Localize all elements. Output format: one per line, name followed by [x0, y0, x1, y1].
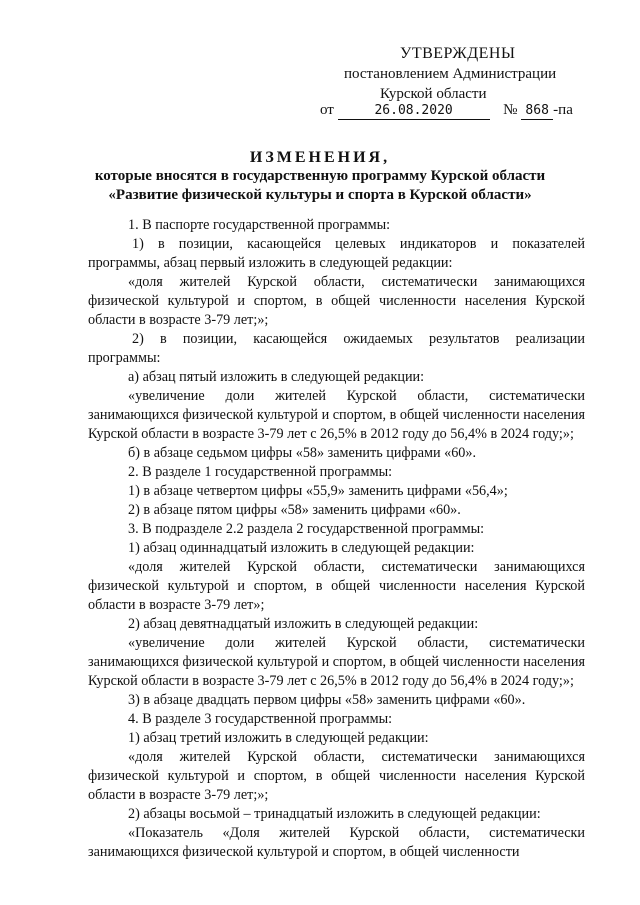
approval-number: 868 — [521, 103, 553, 120]
document-heading — [0, 148, 640, 205]
approval-date: 26.08.2020 — [338, 103, 490, 120]
paragraph: 1) абзац третий изложить в следующей редакции: — [128, 730, 429, 746]
paragraph: «доля жителей Курской области, систематически занимающихся физической культурой и спортом, в общей численности населения Курской области в возрасте 3-79 лет;»; — [88, 749, 585, 803]
paragraph: «увеличение доли жителей Курской области, систематически занимающихся физической культурой и спортом, в общей численности населения Курской области в возрасте 3-79 лет с 26,5% в 2012 году до 56,4% в 2024 году;»; — [88, 635, 585, 689]
paragraph: 1) абзац одиннадцатый изложить в следующей редакции: — [128, 540, 475, 556]
paragraph: «доля жителей Курской области, систематически занимающихся физической культурой и спортом, в общей численности населения Курской области в возрасте 3-79 лет;»; — [88, 274, 585, 328]
paragraph: 2) в позиции, касающейся ожидаемых результатов реализации программы: — [88, 331, 585, 366]
document-body — [88, 216, 585, 862]
paragraph: 2) абзацы восьмой – тринадцатый изложить в следующей редакции: — [128, 806, 541, 822]
paragraph: б) в абзаце седьмом цифры «58» заменить цифрами «60». — [128, 445, 477, 461]
heading-title: ИЗМЕНЕНИЯ, — [249, 149, 391, 166]
paragraph: «увеличение доли жителей Курской области, систематически занимающихся физической культурой и спортом, в общей численности населения Курской области в возрасте 3-79 лет с 26,5% в 2012 году до 56,4% в 2024 году;»; — [88, 388, 585, 442]
paragraph: 1. В паспорте государственной программы: — [128, 217, 391, 233]
approval-date-line — [320, 100, 573, 120]
paragraph: 3. В подразделе 2.2 раздела 2 государственной программы: — [128, 521, 485, 537]
paragraph: 3) в абзаце двадцать первом цифры «58» заменить цифрами «60». — [128, 692, 526, 708]
paragraph: 1) в абзаце четвертом цифры «55,9» заменить цифрами «56,4»; — [128, 483, 508, 499]
paragraph: «Показатель «Доля жителей Курской области, систематически занимающихся физической культурой и спортом, в общей численности — [88, 825, 585, 860]
paragraph: а) абзац пятый изложить в следующей редакции: — [128, 369, 425, 385]
heading-line-3: «Развитие физической культуры и спорта в Курской области» — [108, 187, 532, 203]
approval-line-3: Курской области — [380, 86, 487, 102]
number-prefix: № — [503, 102, 518, 118]
heading-line-2: которые вносятся в государственную программу Курской области — [94, 168, 546, 184]
paragraph: «доля жителей Курской области, систематически занимающихся физической культурой и спортом, в общей численности населения Курской области в возрасте 3-79 лет»; — [88, 559, 585, 613]
paragraph: 2) в абзаце пятом цифры «58» заменить цифрами «60». — [128, 502, 461, 518]
paragraph: 1) в позиции, касающейся целевых индикаторов и показателей программы, абзац первый изложить в следующей редакции: — [88, 236, 585, 271]
number-suffix: -па — [553, 102, 573, 118]
paragraph: 4. В разделе 3 государственной программы: — [128, 711, 393, 727]
paragraph: 2. В разделе 1 государственной программы: — [128, 464, 393, 480]
date-prefix: от — [320, 102, 334, 118]
approval-title: УТВЕРЖДЕНЫ — [400, 45, 516, 62]
paragraph: 2) абзац девятнадцатый изложить в следующей редакции: — [128, 616, 479, 632]
approval-line-2: постановлением Администрации — [344, 66, 557, 82]
